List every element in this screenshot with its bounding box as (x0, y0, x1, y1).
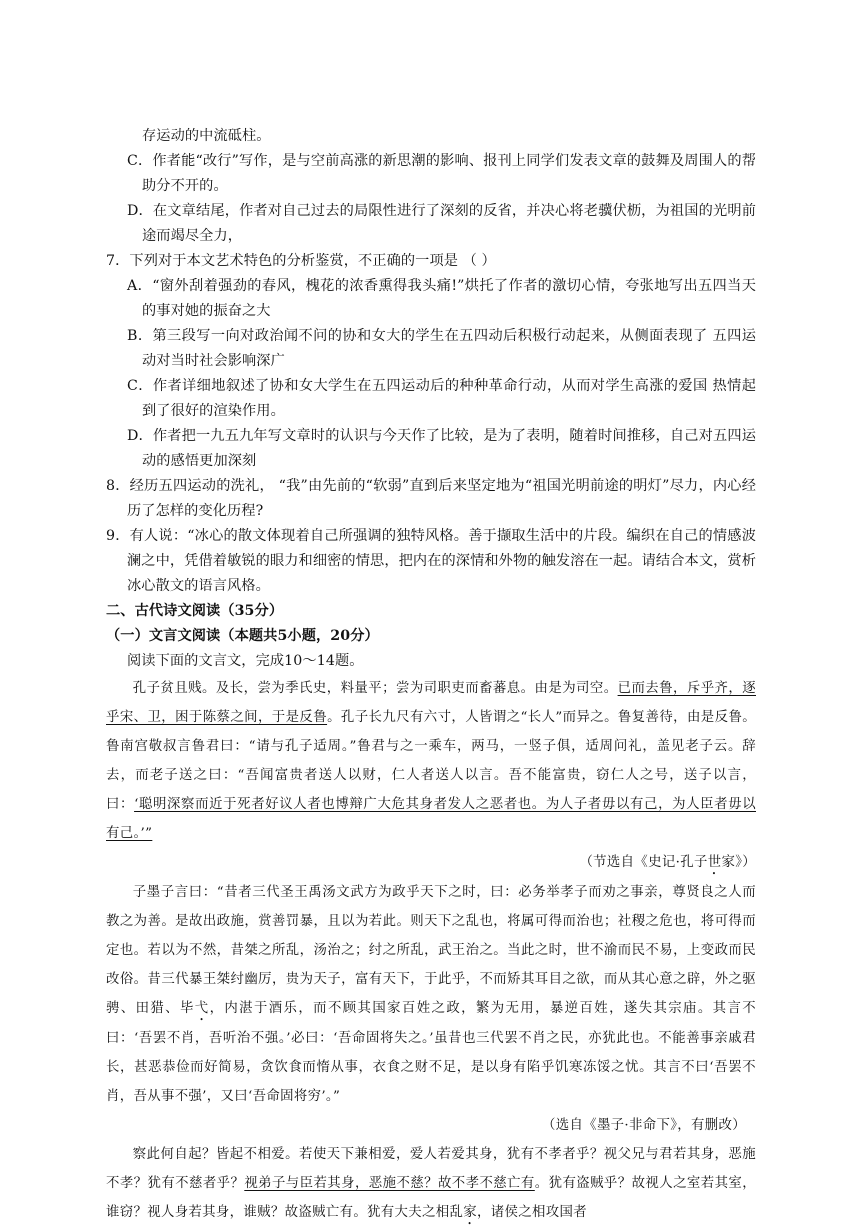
passage-1-paragraph (106, 674, 756, 848)
passage-3-underlined-sentence: 视弟子与臣若其身，恶施不慈？故不孝不慈亡有 (244, 1176, 535, 1191)
passage-1-source: （节选自《史记·孔子世家》） (579, 855, 756, 870)
q8: 8．经历五四运动的洗礼， “我”由先前的“软弱”直到后来坚定地为“祖国光明前途的明灯”尽力，内心经历了怎样的变化历程? (106, 478, 756, 519)
emphasized-char: 世 (707, 855, 722, 870)
passage-2-source: （选自《墨子·非命下》，有删改） (541, 1118, 746, 1133)
emphasized-char: 家 (463, 1205, 478, 1220)
q7-option-c: C．作者详细地叙述了协和女大学生在五四运动后的种种革命行动，从而对学生高涨的爱国 热情起到了很好的渲染作用。 (127, 378, 756, 419)
q6-option-b-continuation: 存运动的中流砥柱。 (142, 128, 271, 144)
emphasized-char: 弋 (194, 1001, 210, 1016)
q7-option-d: D．作者把一九五九年写文章时的认识与今天作了比较，是为了表明，随着时间推移，自己对五四运动的感悟更加深刻 (127, 428, 756, 469)
passage-3-paragraph: 察此何自起？皆起不相爱。若使天下兼相爱，爱人若爱其身，犹有不孝者乎？视父兄与君若其身，恶施不孝？犹有不慈者乎？视弟子与臣若其身，恶施不慈？故不孝不慈亡有。犹有盗贼乎？故视人之室若其室，谁窃？视人身若其身，谁贼？故盗贼亡有。犹有大夫之相乱家，诸侯之相攻国者 (106, 1147, 756, 1220)
section-2-subtitle: （一）文言文阅读（本题共5小题，20分） (106, 628, 379, 644)
passage-2-paragraph: 子墨子言曰：“昔者三代圣王禹汤文武方为政乎天下之时，曰：必务举孝子而劝之事亲，尊贤良之人而教之为善。是故出政施，赏善罚暴，且以为若此。则天下之乱也，将属可得而治也；社稷之危也，将可得而定也。若以为不然，昔桀之所乱，汤治之；纣之所乱，武王治之。当此之时，世不渝而民不易，上变政而民改俗。昔三代暴王桀纣幽厉，贵为天子，富有天下，于此乎，不而矫其耳目之欲，而从其心意之辟，外之驱骋、田猎、毕弋，内湛于酒乐，而不顾其国家百姓之政，繁为无用，暴逆百姓，遂失其宗庙。其言不曰：‘吾罢不肖，吾听治不强。’必曰：‘吾命固将失之。’虽昔也三代罢不肖之民，亦犹此也。不能善事亲戚君长，甚恶恭俭而好简易，贪饮食而惰从事，衣食之财不足，是以身有陷乎饥寒冻馁之忧。其言不曰‘吾罢不肖，吾从事不强’，又曰‘吾命固将穷’。” (106, 885, 756, 1104)
passage-1-underlined-sentence: ‘聪明深察而近于死者好议人者也博辩广大危其身者发人之恶者也。为人子者毋以有己，为人臣者毋以有己。’” (106, 797, 756, 841)
passage-1-text: 孔子贫且贱。及长，尝为季氏史，料量平；尝为司职吏而畜蕃息。由是为司空。 (132, 681, 618, 696)
q7-option-b: B．第三段写一向对政治闻不问的协和女大的学生在五四动后积极行动起来，从侧面表现了 五四运动对当时社会影响深广 (127, 328, 756, 369)
section-2-intro: 阅读下面的文言文，完成10～14题。 (127, 653, 364, 669)
q6-option-d: D．在文章结尾，作者对自己过去的局限性进行了深刻的反省，并决心将老骥伏枥，为祖国的光明前途而竭尽全力， (127, 203, 756, 244)
section-2-title: 二、古代诗文阅读（35分） (106, 603, 284, 619)
passage-1-underlined-sentence: 已而去鲁，斥乎齐，逐乎宋、卫，困于陈蔡之间，于是反鲁 (106, 681, 756, 725)
q9: 9．有人说：“冰心的散文体现着自己所强调的独特风格。善于撷取生活中的片段。编织在自己的情感波澜之中，凭借着敏锐的眼力和细密的情思，把内在的深情和外物的触发溶在一起。请结合本文，赏析冰心散文的语言风格。 (106, 528, 756, 594)
passage-1-text: 。孔子长九尺有六寸，人皆谓之“长人”而异之。鲁复善待，由是反鲁。鲁南宫敬叔言鲁君曰：“请与孔子适周。”鲁君与之一乘车，两马，一竖子俱，适周问礼，盖见老子云。辞去，而老子送之曰：“吾闻富贵者送人以财，仁人者送人以言。吾不能富贵，窃仁人之号，送子以言，曰： (106, 710, 756, 812)
q7-stem: 7．下列对于本文艺术特色的分析鉴赏，不正确的一项是 （ ） (106, 253, 496, 269)
q7-option-a: A．“窗外刮着强劲的春风，槐花的浓香熏得我头痛!”烘托了作者的激切心情，夸张地写出五四当天的事对她的振奋之大 (127, 278, 756, 319)
document-page (106, 124, 756, 1228)
q6-option-c: C．作者能“改行”写作，是与空前高涨的新思潮的影响、报刊上同学们发表文章的鼓舞及周围人的帮助分不开的。 (127, 153, 756, 194)
